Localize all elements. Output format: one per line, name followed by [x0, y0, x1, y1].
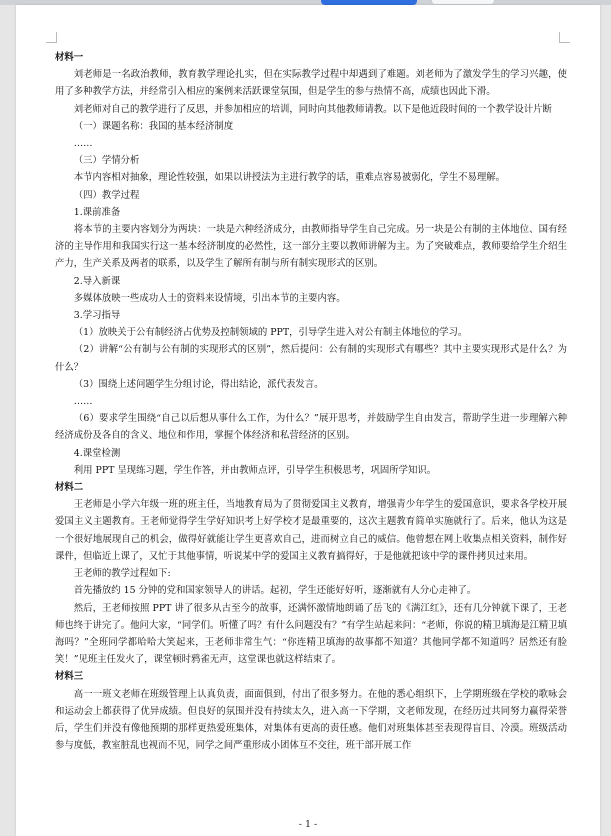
paragraph: 然后，王老师按照 PPT 讲了很多从古至今的故事，还满怀激情地朗诵了岳飞的《满江红》，还有几分钟就下课了，王老师也终于讲完了。他问大家，“同学们。听懂了吗？有什么问题没有？”有学生站起来问：“老师，你说的精卫填海是江精卫填海吗？”全班同学都哈哈大笑起来，王老师非常生气：“你连精卫填海的故事都不知道？其他同学都不知道吗？居然还有脸笑！”见班主任发火了，课堂顿时鸦雀无声，这堂课也就这样结束了。	[55, 602, 567, 666]
paragraph: 多媒体放映一些成功人士的资料来设情境，引出本节的主要内容。	[73, 292, 346, 304]
paragraph: 将本节的主要内容划分为两块：一块是六种经济成分，由教师指导学生自己完成。另一块是公有制的主体地位、国有经济的主导作用和我国实行这一基本经济制度的必然性，这一部分主要以教师讲解为主。为了突破难点，教师要给学生介绍生产力，生产关系及两者的联系，以及学生了解所有制与所有制实现形式的区别。	[55, 224, 567, 270]
paragraph: （四）教学过程	[73, 189, 140, 201]
paragraph: 王老师的教学过程如下:	[73, 568, 171, 580]
paragraph: （6）要求学生围绕“自己以后想从事什么工作，为什么？”展开思考，并鼓励学生自由发言，帮助学生进一步理解六种经济成份及各自的含义、地位和作用，掌握个体经济和私营经济的区别。	[55, 413, 567, 442]
paragraph: 2.导入新课	[73, 275, 121, 287]
paragraph: 首先播放约 15 分钟的党和国家领导人的讲话。起初，学生还能好好听，逐渐就有人分心走神了。	[73, 585, 477, 597]
page-number: - 1 -	[298, 819, 318, 830]
paragraph: 刘老师对自己的教学进行了反思，并参加相应的培训，同时向其他教师请教。以下是他近段时间的一个教学设计片断	[73, 103, 552, 115]
paragraph: 本节内容相对抽象，理论性较强，如果以讲授法为主进行教学的话，重难点容易被弱化，学生不易理解。	[73, 172, 506, 184]
paragraph: （三）学情分析	[73, 155, 140, 167]
document-body	[55, 49, 567, 754]
paragraph: （2）讲解“公有制与公有制的实现形式的区别”，然后提问：公有制的实现形式有哪些？其中主要实现形式是什么？为什么？	[55, 344, 567, 373]
section-heading: 材料三	[55, 671, 84, 683]
paragraph: （3）围绕上述问题学生分组讨论，得出结论，派代表发言。	[73, 378, 324, 390]
document-page	[16, 5, 600, 836]
section-heading: 材料二	[55, 482, 84, 494]
section-heading: 材料一	[55, 52, 84, 63]
crop-mark-top-right	[559, 32, 570, 43]
paragraph: 刘老师是一名政治教师，教育教学理论扎实，但在实际教学过程中却遇到了难题。刘老师为了激发学生的学习兴趣，使用了多种教学方法，并经常引入相应的案例来活跃课堂氛围，但是学生的参与热情不高，成绩也因此下滑。	[55, 69, 567, 98]
paragraph: ……	[73, 138, 93, 150]
paragraph: 利用 PPT 呈现练习题，学生作答，并由教师点评，引导学生积极思考，巩固所学知识。	[73, 464, 437, 476]
paragraph: 高一一班文老师在班级管理上认真负责，面面俱到，付出了很多努力。在他的悉心组织下，上学期班级在学校的歌咏会和运动会上都获得了优异成绩。但良好的氛围并没有持续太久，进入高一下学期，文老师发现，在经历过共同努力赢得荣誉后，学生们并没有像他预期的那样更热爱班集体，对集体有更高的责任感。他们对班集体甚至表现得盲目、冷漠。班级活动参与度低，教室脏乱也视而不见，同学之间严重形成小团体互不交往，班干部开展工作	[55, 688, 567, 752]
paragraph: （一）课题名称：我国的基本经济制度	[73, 120, 234, 132]
paragraph: 王老师是小学六年级一班的班主任，当地教育局为了贯彻爱国主义教育，增强青少年学生的爱国意识，要求各学校开展爱国主义主题教育。王老师觉得学生学好知识考上好学校才是最重要的，这次主题教育简单实施就行了。后来，他认为这是一个很好地展现自己的机会，做得好就能让学生更喜欢自己，进而树立自己的威信。他曾想在网上收集点相关资料，制作好课件，但临近上课了，又忙于其他事情，听说某中学的爱国主义教育搞得好，于是他就把该中学的课件拷贝过来用。	[55, 499, 567, 562]
paragraph: ……	[73, 396, 93, 408]
paragraph: （1）放映关于公有制经济占优势及控制领域的 PPT，引导学生进入对公有制主体地位的学习。	[73, 327, 468, 339]
paragraph: 4.课堂检测	[73, 447, 121, 459]
paragraph: 1.课前准备	[73, 206, 121, 218]
paragraph: 3.学习指导	[73, 310, 121, 322]
crop-mark-top-left	[46, 32, 57, 43]
